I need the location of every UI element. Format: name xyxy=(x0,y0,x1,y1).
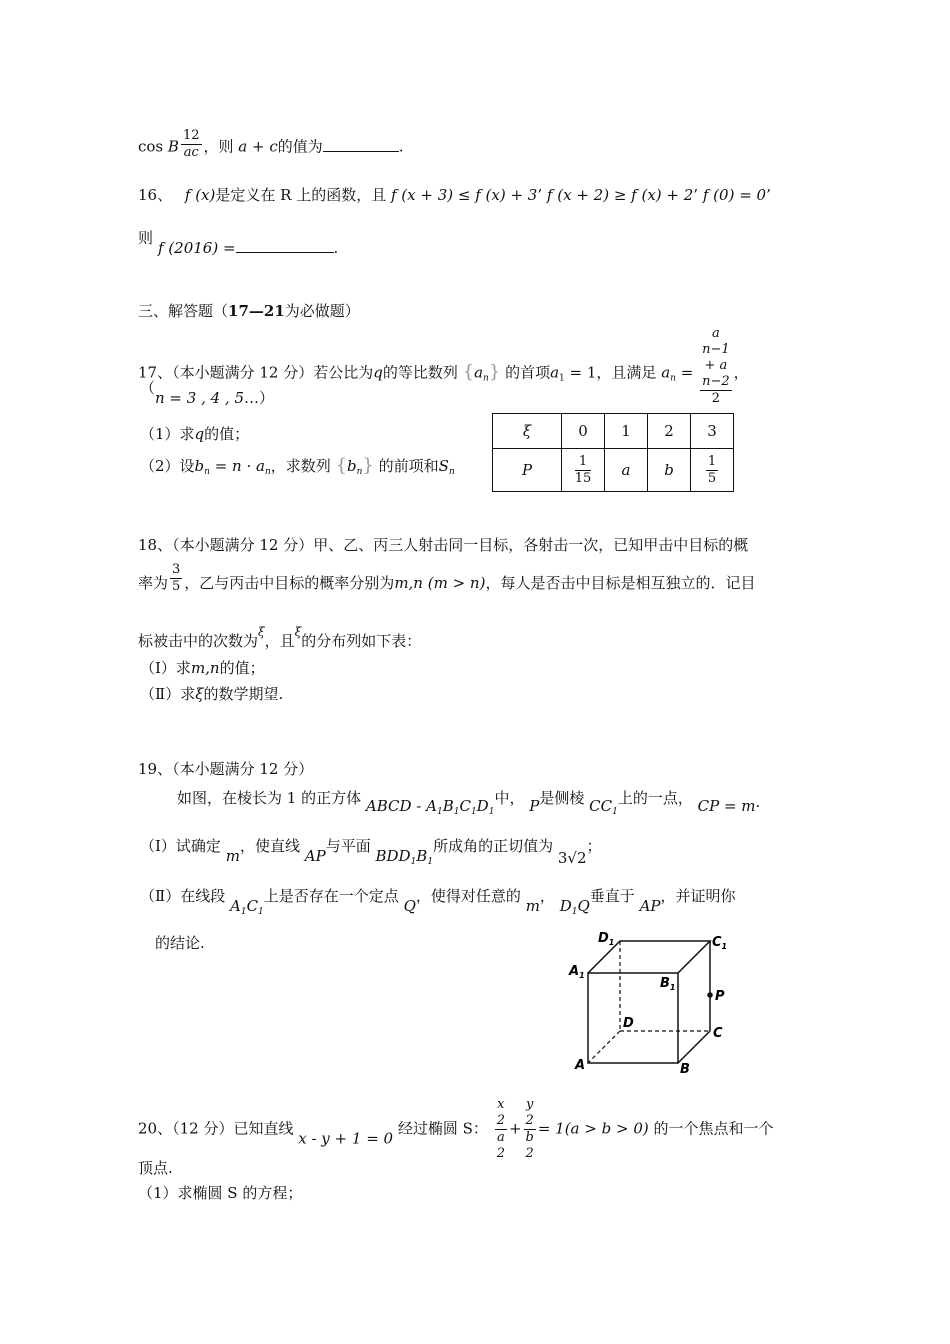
label-p: P xyxy=(715,989,725,1004)
table-cell: 2 xyxy=(648,414,691,449)
q17-line1: 17、（本小题满分 12 分）若公比为q的等比数列 $\{a_n\}$ 的首项$a_1 = 1$，且满足 $a_n$ = a n−1 + a n−2 2 ， xyxy=(138,326,749,406)
q20-part1: （1）求椭圆 S 的方程； xyxy=(138,1184,303,1202)
q18-part2: （Ⅱ）求ξ的数学期望. xyxy=(140,685,284,703)
table-cell: 1 xyxy=(605,414,648,449)
q16-line2: 则 xyxy=(138,229,154,247)
distribution-table xyxy=(492,413,734,492)
q19-part1: （Ⅰ）试确定 m，使直线 AP与平面 $BDD_1B_1$所成角的正切值为 3√2； xyxy=(140,837,602,867)
point-p-marker xyxy=(707,992,713,998)
table-cell: b xyxy=(648,449,691,492)
answer-blank xyxy=(323,137,399,152)
recurrence-fraction: a n−1 + a n−2 2 xyxy=(702,326,730,406)
q19-part2: （Ⅱ）在线段 $A_1C_1$上是否存在一个定点 Q，使得对任意的 m， $D_1Q$垂直于 AP，并证明你 xyxy=(140,887,736,917)
table-cell: 0 xyxy=(562,414,605,449)
label-b: B xyxy=(680,1062,690,1077)
label-b1: $B_1$ xyxy=(660,976,676,992)
q20-line1: 20、（12 分）已知直线 x - y + 1 = 0 经过椭圆 S： x 2 a 2 + y 2 b 2 = 1(a > b > 0) 的一个焦点和一个 xyxy=(138,1097,774,1161)
ellipse-y-fraction: y 2 b 2 xyxy=(525,1097,534,1161)
cos-text: cos xyxy=(138,137,164,156)
table-cell: P xyxy=(493,449,562,492)
ellipse-x-fraction: x 2 a 2 xyxy=(496,1097,505,1161)
label-a: A xyxy=(575,1058,586,1073)
q15-tail: cos B $\frac{12}{ac}$ ，则 a + c的值为 . xyxy=(138,128,404,160)
q18-line3: 标被击中的次数为$^\xi$，且$^\xi$的分布列如下表： xyxy=(138,625,422,650)
cube-hidden-edge xyxy=(588,1031,620,1063)
q20-line2: 顶点. xyxy=(138,1159,173,1177)
q16-line1: 16、 f (x)是定义在 R 上的函数，且 f (x + 3) ≤ f (x) + 3’ f (x + 2) ≥ f (x) + 2’ f (0) = 0’ xyxy=(138,186,771,204)
q17-cond: n = 3 , 4 , 5…） xyxy=(155,389,275,407)
q19-line1: 19、（本小题满分 12 分） xyxy=(138,760,314,778)
cube-figure xyxy=(565,928,745,1078)
prob-fraction: $\frac{3}{5}$ xyxy=(172,561,181,594)
label-d: D xyxy=(623,1016,634,1031)
q19-line2: 如图，在棱长为 1 的正方体 ABCD - $A_1B_1C_1D_1$中， P是侧棱 $CC_1$上的一点， CP = m· xyxy=(177,789,761,817)
label-c: C xyxy=(713,1026,723,1041)
table-cell: 3 xyxy=(691,414,734,449)
q18-line1: 18、（本小题满分 12 分）甲、乙、丙三人射击同一目标，各射击一次，已知甲击中目标的概 xyxy=(138,536,749,554)
q15-fraction: $\frac{12}{ac}$ xyxy=(182,128,200,160)
answer-blank xyxy=(236,238,334,253)
table-cell: a xyxy=(605,449,648,492)
section-title: 三、解答题（17—21为必做题） xyxy=(138,302,360,320)
q19-part2-cont: 的结论. xyxy=(155,934,205,952)
q16-ask: f (2016) = . xyxy=(158,239,339,257)
q18-part1: （Ⅰ）求m,n的值； xyxy=(140,659,265,677)
q17-part1: （1）求q的值； xyxy=(140,425,250,443)
table-cell: $\frac{1}{15}$ xyxy=(562,449,605,492)
q17-part2: （2）设$b_n = n \cdot a_n$，求数列 $\{b_n\}$ 的前项和$S_n$ xyxy=(140,455,455,477)
q18-line2: 率为 $\frac{3}{5}$ ，乙与丙击中目标的概率分别为m,n (m > n)，每人是否击中目标是相互独立的．记目 xyxy=(138,561,756,594)
table-row xyxy=(493,449,734,492)
label-d1: $D_1$ xyxy=(598,931,615,947)
cube-bottom-right-edge xyxy=(678,1031,710,1063)
label-a1: $A_1$ xyxy=(569,964,585,980)
q17-line2: （ xyxy=(140,379,156,397)
table-cell: ξ xyxy=(493,414,562,449)
table-row xyxy=(493,414,734,449)
table-cell: $\frac{1}{5}$ xyxy=(691,449,734,492)
label-c1: $C_1$ xyxy=(712,935,728,951)
